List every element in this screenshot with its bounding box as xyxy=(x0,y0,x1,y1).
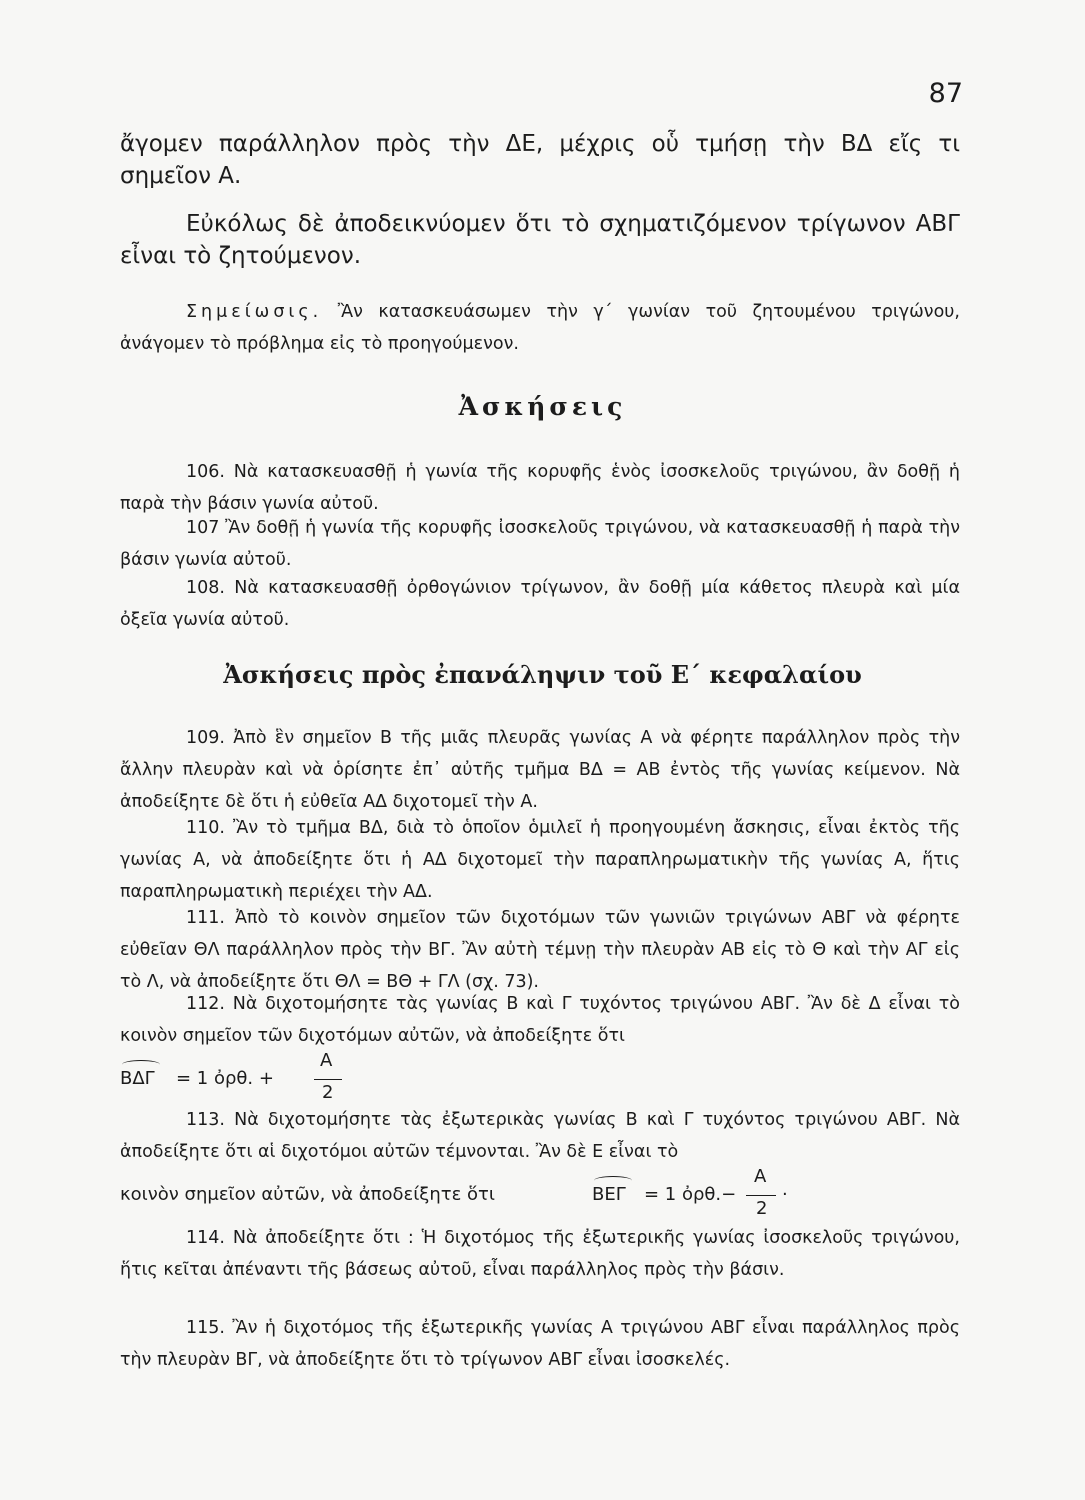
formula-113-lead: κοινὸν σημεῖον αὐτῶν, νὰ ἀποδείξητε ὅτι xyxy=(120,1184,495,1205)
formula-112-denominator: 2 xyxy=(322,1082,334,1103)
exercise-112: 112. Νὰ διχοτομήσητε τὰς γωνίας Β καὶ Γ τυχόντος τριγώνου ΑΒΓ. Ἂν δὲ Δ εἶναι τὸ κοινὸν σημεῖον τῶν διχοτόμων αὐτῶν, νὰ ἀποδείξητε ὅτι xyxy=(120,994,960,1046)
exercise-115: 115. Ἂν ἡ διχοτόμος τῆς ἐξωτερικῆς γωνίας Α τριγώνου ΑΒΓ εἶναι παράλληλος πρὸς τὴν πλευρὰν ΒΓ, νὰ ἀποδείξητε ὅτι τὸ τρίγωνον ΑΒΓ εἶναι ἰσοσκελές. xyxy=(120,1318,960,1370)
formula-112 xyxy=(120,1046,540,1106)
formula-113 xyxy=(120,1162,820,1222)
exercise-110: 110. Ἂν τὸ τμῆμα ΒΔ, διὰ τὸ ὁποῖον ὁμιλεῖ ἡ προηγουμένη ἄσκησις, εἶναι ἐκτὸς τῆς γωνίας Α, νὰ ἀποδείξητε ὅτι ἡ ΑΔ διχοτομεῖ τὴν παραπληρωματικὴν τῆς γωνίας Α, ἥτις παραπληρωματικὴ περιέχει τὴν ΑΔ. xyxy=(120,818,960,902)
note-text: Ἂν κατασκευάσωμεν τὴν γ΄ γωνίαν τοῦ ζητουμένου τριγώνου, ἀνάγομεν τὸ πρόβλημα εἰς τὸ προηγούμενον. xyxy=(120,302,960,354)
formula-113-angle: ΒΕΓ xyxy=(592,1184,626,1205)
formula-112-numerator: Α xyxy=(320,1050,333,1071)
page-number: 87 xyxy=(928,78,963,109)
formula-113-equation: = 1 ὀρθ.− xyxy=(644,1184,737,1205)
formula-113-denominator: 2 xyxy=(756,1198,768,1219)
exercise-107: 107 Ἂν δοθῇ ἡ γωνία τῆς κορυφῆς ἰσοσκελοῦς τριγώνου, νὰ κατασκευασθῇ ἡ παρὰ τὴν βάσιν γωνία αὐτοῦ. xyxy=(120,518,960,570)
fraction-bar xyxy=(746,1195,776,1196)
exercise-113: 113. Νὰ διχοτομήσητε τὰς ἐξωτερικὰς γωνίας Β καὶ Γ τυχόντος τριγώνου ΑΒΓ. Νὰ ἀποδείξητε ὅτι αἱ διχοτόμοι αὐτῶν τέμνονται. Ἂν δὲ Ε εἶναι τὸ xyxy=(120,1110,960,1162)
intro-paragraph-2: Εὐκόλως δὲ ἀποδεικνύομεν ὅτι τὸ σχηματιζόμενον τρίγωνον ΑΒΓ εἶναι τὸ ζητούμενον. xyxy=(120,211,960,269)
exercise-106: 106. Νὰ κατασκευασθῇ ἡ γωνία τῆς κορυφῆς ἑνὸς ἰσοσκελοῦς τριγώνου, ἂν δοθῇ ἡ παρὰ τὴν βάσιν γωνία αὐτοῦ. xyxy=(120,462,960,514)
fraction-bar xyxy=(314,1079,342,1080)
note-paragraph xyxy=(120,296,960,360)
exercise-108: 108. Νὰ κατασκευασθῇ ὀρθογώνιον τρίγωνον, ἂν δοθῇ μία κάθετος πλευρὰ καὶ μία ὀξεῖα γωνία αὐτοῦ. xyxy=(120,578,960,630)
intro-paragraph-1: ἄγομεν παράλληλον πρὸς τὴν ΔΕ, μέχρις οὗ τμήσῃ τὴν ΒΔ εἴς τι σημεῖον Α. xyxy=(120,131,960,189)
note-label: Σημείωσις. xyxy=(186,302,323,322)
exercise-109: 109. Ἀπὸ ἓν σημεῖον Β τῆς μιᾶς πλευρᾶς γωνίας Α νὰ φέρητε παράλληλον πρὸς τὴν ἄλλην πλευρὰν καὶ νὰ ὁρίσητε ἐπ᾽ αὐτῆς τμῆμα ΒΔ = ΑΒ ἐντὸς τῆς γωνίας κείμενον. Νὰ ἀποδείξητε δὲ ὅτι ἡ εὐθεῖα ΑΔ διχοτομεῖ τὴν Α. xyxy=(120,728,960,812)
section-heading-review: Ἀσκήσεις πρὸς ἐπανάληψιν τοῦ Ε΄ κεφαλαίου xyxy=(223,660,862,689)
exercise-111: 111. Ἀπὸ τὸ κοινὸν σημεῖον τῶν διχοτόμων τῶν γωνιῶν τριγώνων ΑΒΓ νὰ φέρητε εὐθεῖαν ΘΛ παράλληλον πρὸς τὴν ΒΓ. Ἂν αὐτὴ τέμνῃ τὴν πλευρὰν ΑΒ εἰς τὸ Θ καὶ τὴν ΑΓ εἰς τὸ Λ, νὰ ἀποδείξητε ὅτι ΘΛ = ΒΘ + ΓΛ (σχ. 73). xyxy=(120,908,960,992)
exercise-114: 114. Νὰ ἀποδείξητε ὅτι : Ἡ διχοτόμος τῆς ἐξωτερικῆς γωνίας ἰσοσκελοῦς τριγώνου, ἥτις κεῖται ἀπέναντι τῆς βάσεως αὐτοῦ, εἶναι παράλληλος πρὸς τὴν βάσιν. xyxy=(120,1228,960,1280)
formula-112-angle: ΒΔΓ xyxy=(120,1068,155,1089)
formula-112-equation: = 1 ὀρθ. + xyxy=(176,1068,274,1089)
formula-113-end: · xyxy=(782,1184,788,1205)
formula-113-numerator: Α xyxy=(754,1166,767,1187)
section-heading-askiseis: Ἀσκήσεις xyxy=(458,392,627,421)
